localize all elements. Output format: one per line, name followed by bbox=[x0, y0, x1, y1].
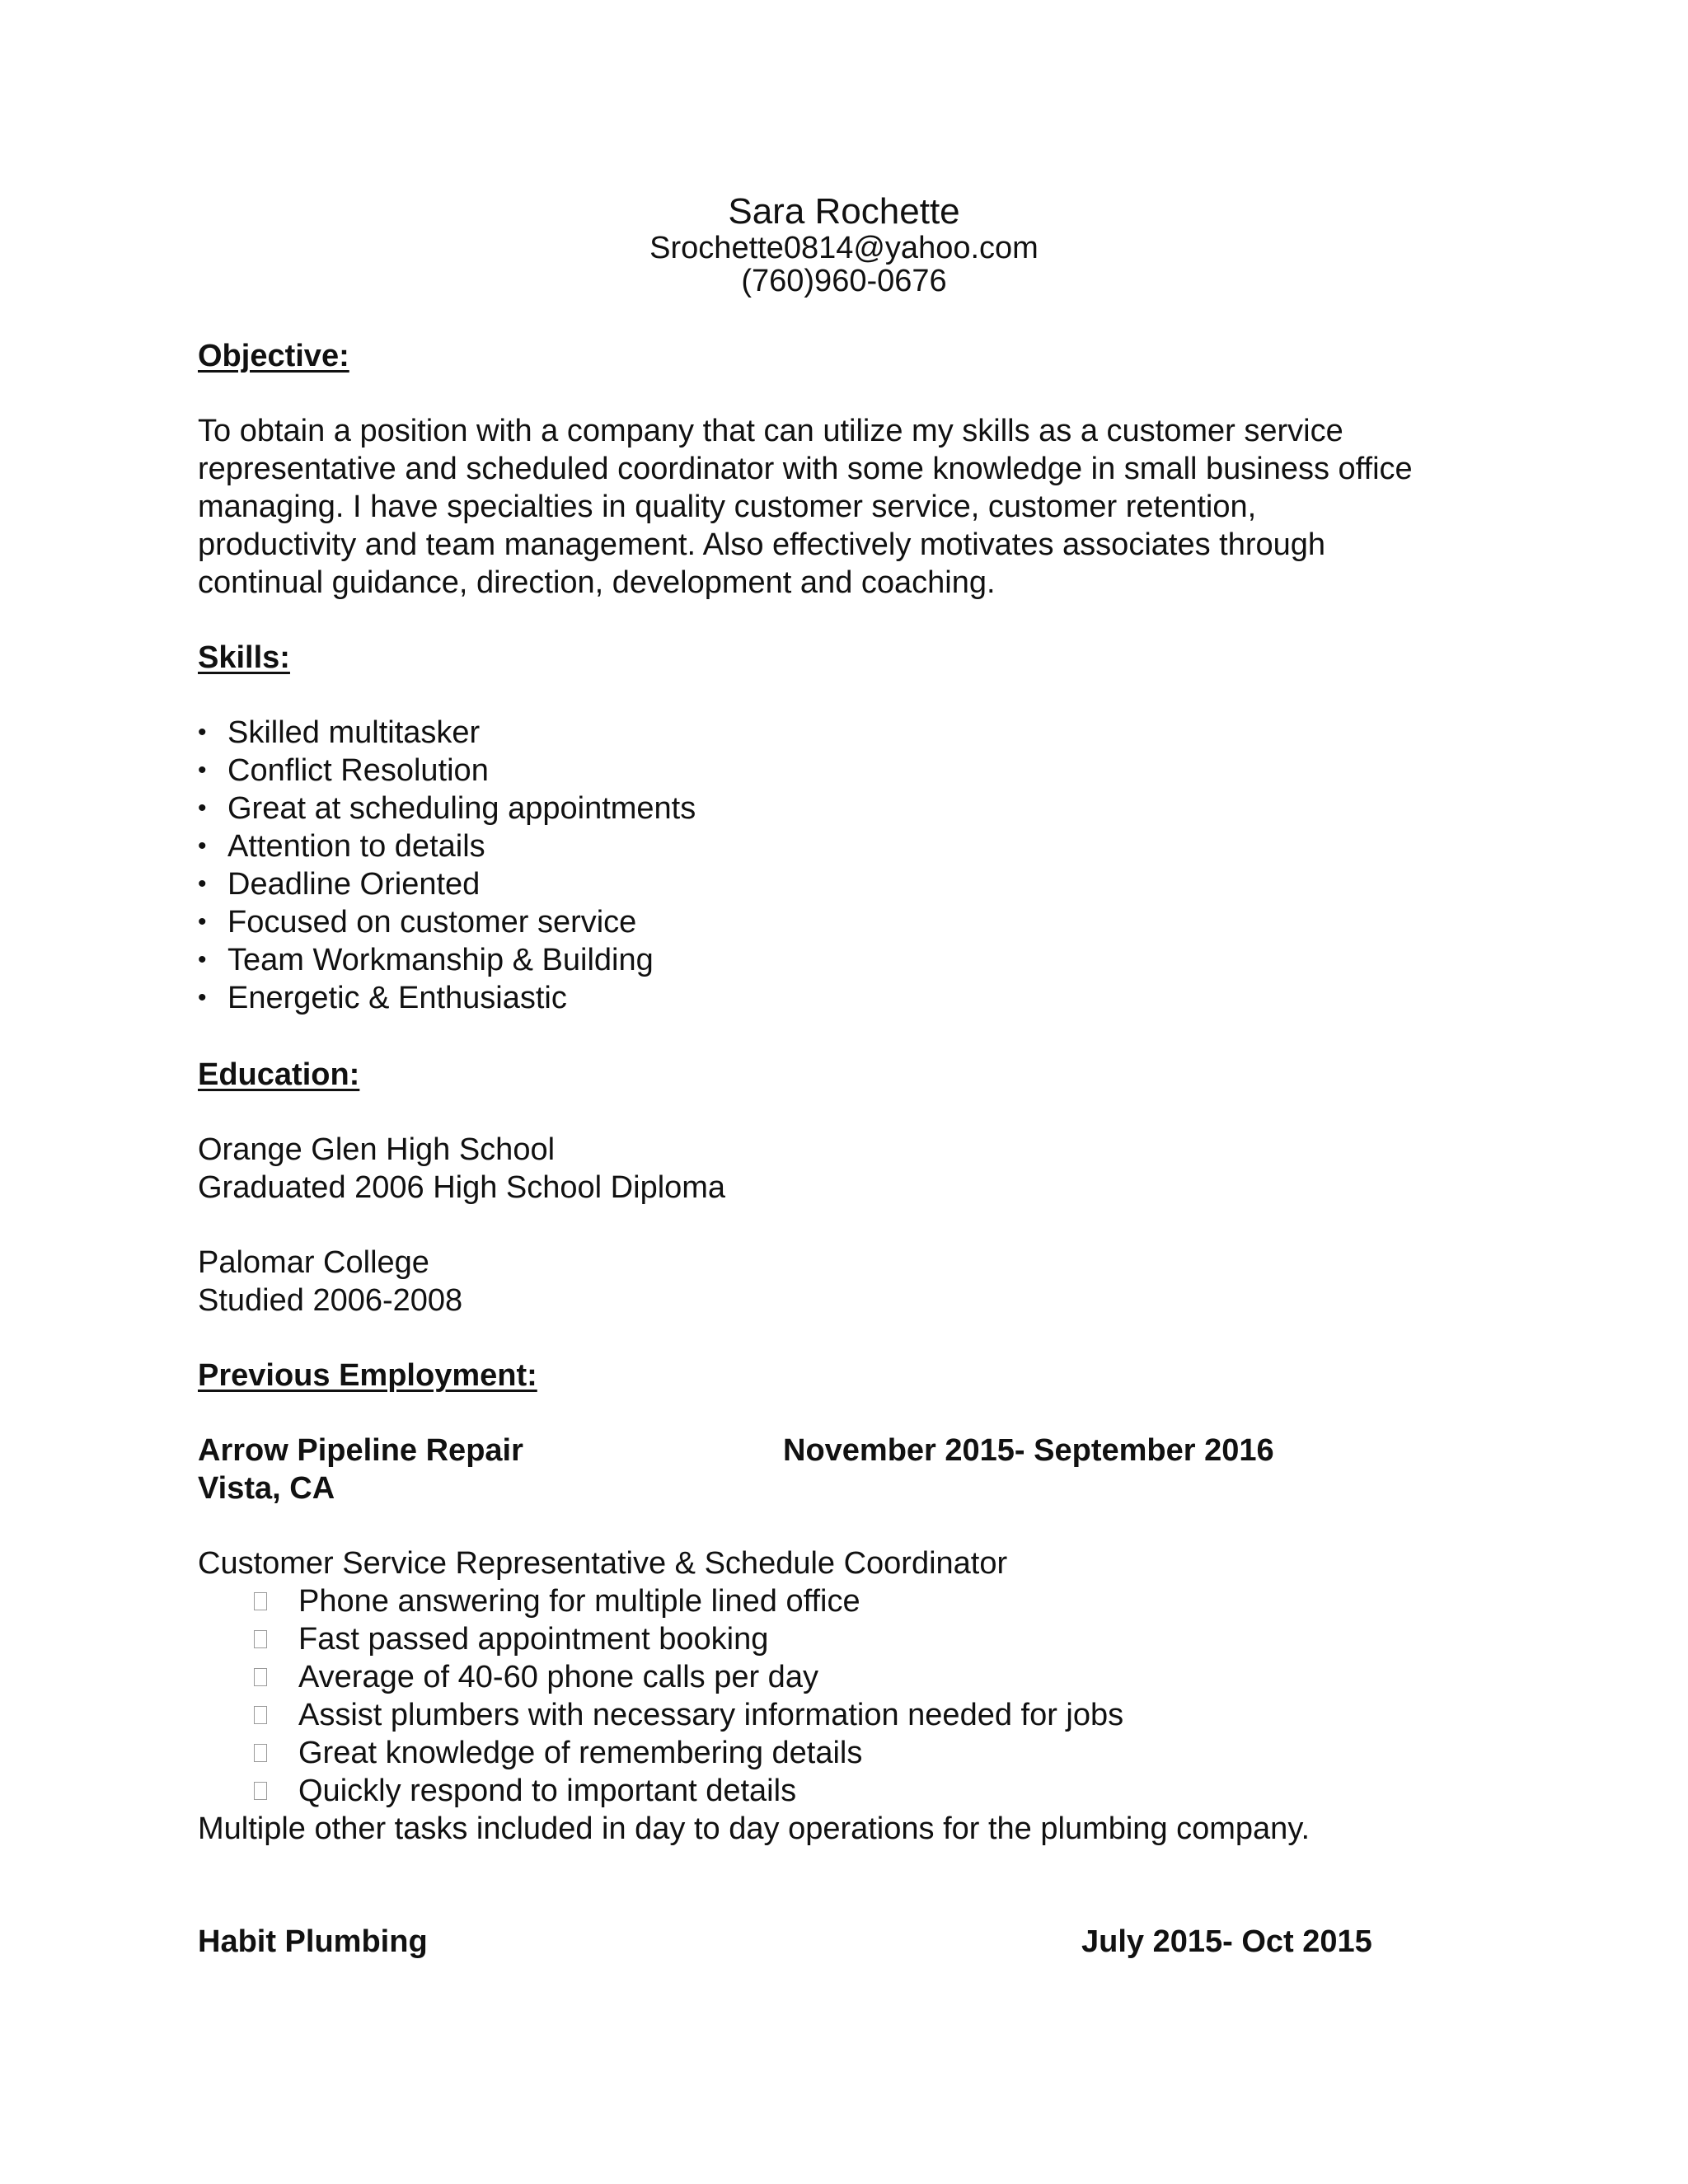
checkbox-glyph-icon bbox=[254, 1744, 267, 1762]
candidate-email: Srochette0814@yahoo.com bbox=[649, 231, 1039, 265]
skills-heading: Skills: bbox=[198, 640, 290, 675]
job-dates: July 2015- Oct 2015 bbox=[1081, 1924, 1372, 1959]
list-item bbox=[198, 752, 696, 790]
candidate-name: Sara Rochette bbox=[728, 191, 960, 232]
list-item bbox=[198, 790, 696, 827]
list-item bbox=[251, 1696, 1123, 1734]
list-item bbox=[198, 714, 696, 752]
objective-line: To obtain a position with a company that can utilize my skills as a customer service bbox=[198, 414, 1343, 448]
bullet-icon: • bbox=[198, 794, 207, 822]
skill-text: Great at scheduling appointments bbox=[227, 791, 696, 826]
duty-text: Great knowledge of remembering details bbox=[298, 1736, 863, 1770]
education-school: Orange Glen High School bbox=[198, 1132, 556, 1167]
bullet-icon: • bbox=[198, 908, 207, 935]
list-item bbox=[198, 979, 696, 1017]
skill-text: Attention to details bbox=[227, 829, 485, 864]
bullet-icon: • bbox=[198, 757, 207, 784]
bullet-icon: • bbox=[198, 832, 207, 860]
checkbox-glyph-icon bbox=[254, 1630, 267, 1648]
bullet-icon: • bbox=[198, 870, 207, 898]
list-item bbox=[198, 865, 696, 903]
education-detail: Studied 2006-2008 bbox=[198, 1283, 463, 1318]
job-summary: Multiple other tasks included in day to day operations for the plumbing company. bbox=[198, 1811, 1311, 1846]
employment-heading: Previous Employment: bbox=[198, 1358, 537, 1393]
skill-text: Team Workmanship & Building bbox=[227, 943, 654, 977]
list-item bbox=[251, 1582, 1123, 1620]
objective-line: productivity and team management. Also effectively motivates associates through bbox=[198, 527, 1326, 562]
bullet-icon: • bbox=[198, 719, 207, 746]
list-item bbox=[251, 1734, 1123, 1772]
objective-line: managing. I have specialties in quality customer service, customer retention, bbox=[198, 490, 1257, 524]
objective-line: continual guidance, direction, development and coaching. bbox=[198, 565, 996, 600]
candidate-phone: (760)960-0676 bbox=[741, 264, 947, 298]
skill-text: Deadline Oriented bbox=[227, 867, 481, 902]
list-item bbox=[251, 1658, 1123, 1696]
checkbox-glyph-icon bbox=[254, 1668, 267, 1686]
duty-text: Fast passed appointment booking bbox=[298, 1622, 769, 1657]
education-heading: Education: bbox=[198, 1057, 360, 1092]
list-item bbox=[251, 1620, 1123, 1658]
skills-list bbox=[198, 714, 696, 1017]
duty-text: Average of 40-60 phone calls per day bbox=[298, 1660, 818, 1694]
skill-text: Skilled multitasker bbox=[227, 715, 481, 750]
skill-text: Focused on customer service bbox=[227, 905, 637, 940]
list-item bbox=[198, 827, 696, 865]
bullet-icon: • bbox=[198, 984, 207, 1011]
job-title: Customer Service Representative & Schedule Coordinator bbox=[198, 1546, 1008, 1581]
objective-heading: Objective: bbox=[198, 339, 349, 373]
checkbox-glyph-icon bbox=[254, 1706, 267, 1724]
checkbox-glyph-icon bbox=[254, 1592, 267, 1610]
checkbox-glyph-icon bbox=[254, 1782, 267, 1800]
list-item bbox=[198, 903, 696, 941]
skill-text: Conflict Resolution bbox=[227, 753, 489, 788]
duty-text: Assist plumbers with necessary information needed for jobs bbox=[298, 1698, 1124, 1732]
duty-text: Phone answering for multiple lined office bbox=[298, 1584, 860, 1619]
job-company: Habit Plumbing bbox=[198, 1924, 428, 1959]
job-dates: November 2015- September 2016 bbox=[783, 1433, 1274, 1468]
list-item bbox=[251, 1772, 1123, 1810]
objective-line: representative and scheduled coordinator with some knowledge in small business office bbox=[198, 452, 1413, 486]
bullet-icon: • bbox=[198, 946, 207, 973]
job-company: Arrow Pipeline Repair bbox=[198, 1433, 523, 1468]
skill-text: Energetic & Enthusiastic bbox=[227, 981, 567, 1015]
duty-text: Quickly respond to important details bbox=[298, 1774, 797, 1808]
job-duties-list bbox=[251, 1582, 1123, 1810]
list-item bbox=[198, 941, 696, 979]
education-detail: Graduated 2006 High School Diploma bbox=[198, 1170, 726, 1205]
education-school: Palomar College bbox=[198, 1245, 429, 1280]
job-location: Vista, CA bbox=[198, 1471, 335, 1506]
